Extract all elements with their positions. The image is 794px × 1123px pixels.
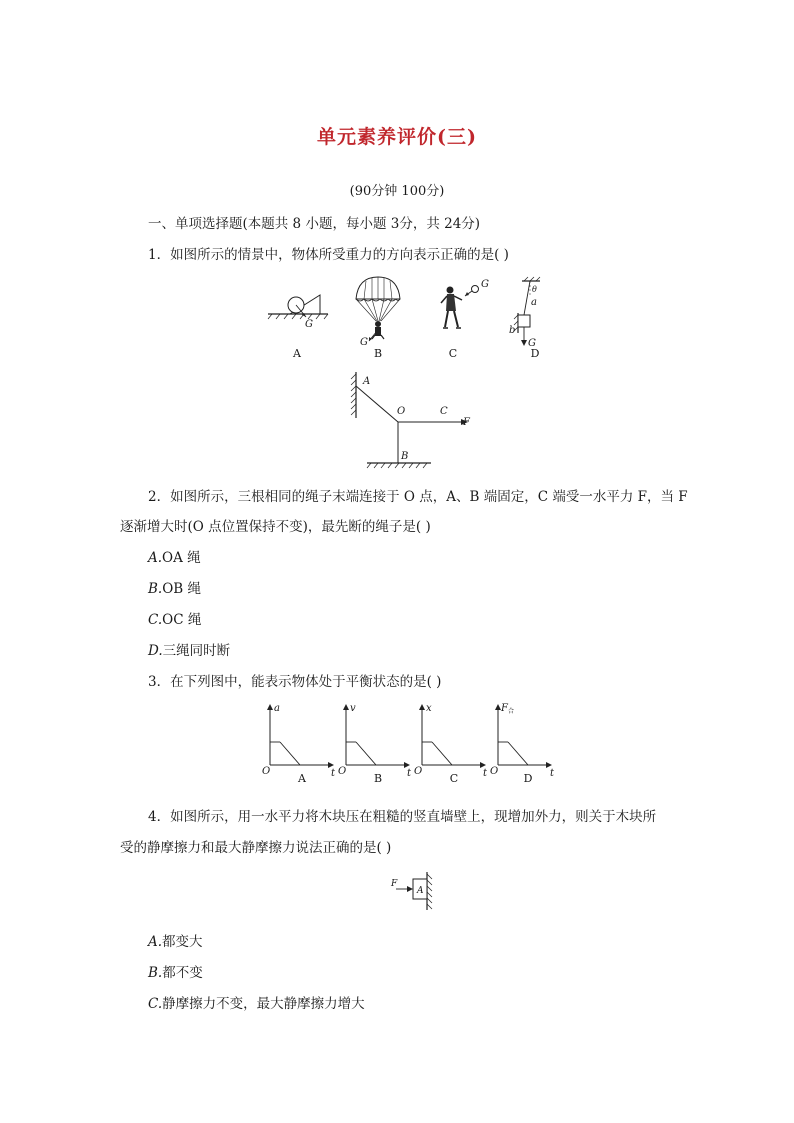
exam-info: (90分钟 100分) [349,184,445,199]
graph-d [490,703,555,785]
question-2-option-a: A.OA 绳 [148,550,201,566]
figure-b-parachute [356,277,400,348]
question-4-option-a: A.都变大 [148,934,203,950]
graph-c-y-label: x [426,703,432,714]
graph-c-t-label: t [483,768,488,779]
point-c-label: C [440,406,448,417]
figure-c-thrower [441,279,489,328]
graph-d-t-label: t [550,768,555,779]
question-4-stem-1: 4．如图所示，用一水平力将木块压在粗糙的竖直墙壁上，现增加外力，则关于木块所 [148,809,657,825]
graph-a-y-label: a [274,703,280,714]
question-1-figure [260,275,560,365]
question-2-option-d: D.三绳同时断 [148,643,231,659]
graph-b [338,703,412,785]
question-4-option-b: B.都不变 [148,965,203,981]
graph-a-t-label: t [331,768,336,779]
point-o-label: O [397,406,406,417]
angle-label: θ [532,285,537,294]
graph-a-label: A [298,772,306,785]
question-4-option-c: C.静摩擦力不变，最大静摩擦力增大 [148,996,365,1012]
question-3-stem: 3．在下列图中，能表示物体处于平衡状态的是( ) [148,674,442,690]
graph-a-origin: O [262,766,271,777]
gravity-label-d: G [528,338,536,349]
graph-d-origin: O [490,766,499,777]
graph-a [262,703,336,785]
question-2-stem-1: 2．如图所示，三根相同的绳子末端连接于 O 点，A、B 端固定，C 端受一水平力 F，当 F [148,489,688,505]
graph-d-label: D [523,772,533,785]
graph-b-label: B [373,772,383,785]
block-a-label: A [417,886,424,896]
gravity-label-a: G [305,319,313,330]
figure-d-block-wall [509,277,540,349]
graph-c-label: C [449,772,459,785]
graph-c-origin: O [414,766,423,777]
page-title: 单元素养评价(三) [317,126,477,148]
force-f-label: F [391,879,398,889]
graph-b-y-label: v [350,703,356,714]
question-2-figure [345,370,475,470]
gravity-label-b: G [360,337,368,348]
figure-label-a: A [293,347,301,360]
graph-b-t-label: t [407,768,412,779]
section-heading: 一、单项选择题(本题共 8 小题，每小题 3分，共 24分) [148,216,481,232]
figure-label-c: C [448,347,458,360]
point-a-label: A [363,376,371,387]
figure-a-incline [268,295,328,330]
force-f-label: F [463,417,470,428]
point-b-label: B [401,451,409,462]
question-4-stem-2: 受的静摩擦力和最大静摩擦力说法正确的是( ) [120,840,392,856]
figure-label-d: D [530,347,540,360]
question-4-figure [388,868,438,914]
question-2-option-c: C.OC 绳 [148,612,202,628]
question-1-stem: 1．如图所示的情景中，物体所受重力的方向表示正确的是( ) [148,247,509,263]
graph-b-origin: O [338,766,347,777]
question-2-stem-2: 逐渐增大时(O 点位置保持不变)，最先断的绳子是( ) [120,519,431,535]
gravity-label-c: G [481,279,489,290]
string-label-a: a [531,297,537,308]
wall-label-b: b [509,325,516,336]
question-2-option-b: B.OB 绳 [148,581,201,597]
question-3-graphs [258,698,570,788]
graph-c [414,703,488,785]
graph-d-y-label: F [501,703,508,714]
graph-d-y-subscript: 合 [508,708,515,715]
figure-label-b: B [373,347,383,360]
